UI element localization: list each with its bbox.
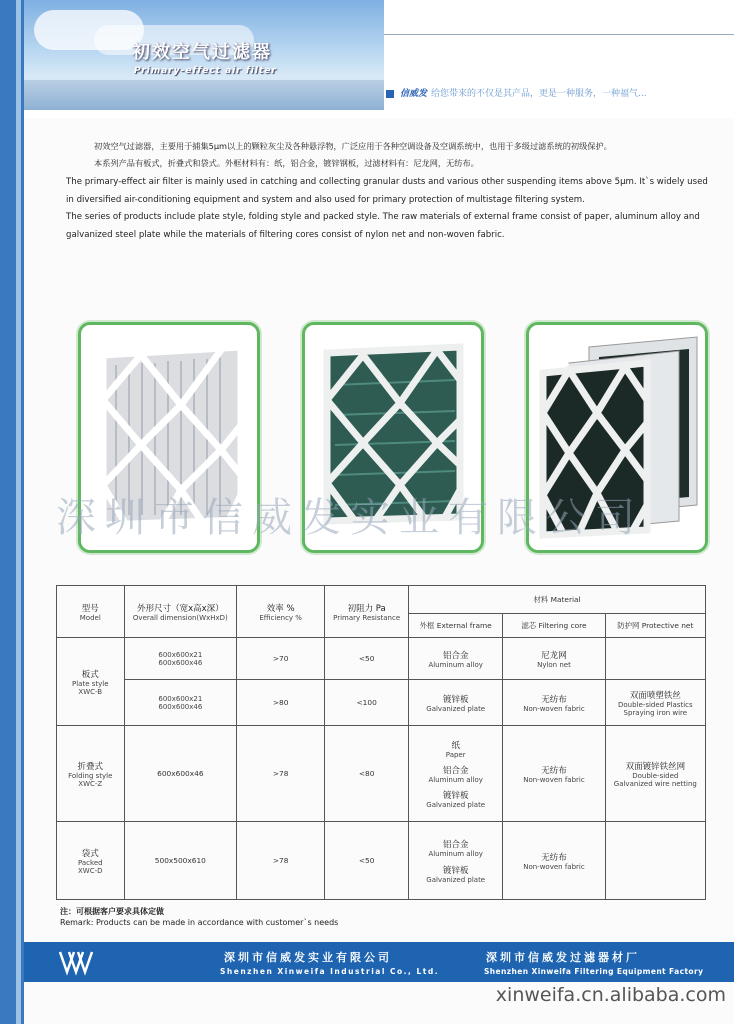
header-resistance: 初阻力 Pa Primary Resistance bbox=[325, 586, 409, 638]
cell-efficiency: >78 bbox=[237, 726, 325, 822]
cell-resistance: <50 bbox=[325, 638, 409, 680]
cell-dimension: 600x600x21 600x600x46 bbox=[124, 638, 237, 680]
spec-table bbox=[56, 585, 706, 900]
header-protective-net: 防护网 Protective net bbox=[605, 614, 705, 638]
header-material: 材料 Material bbox=[409, 586, 706, 614]
footer-bar bbox=[24, 942, 734, 982]
square-bullet-icon bbox=[386, 90, 394, 98]
cell-core: 无纺布 Non-woven fabric bbox=[503, 822, 605, 900]
company-watermark: 深圳市信威发实业有限公司 bbox=[56, 495, 644, 541]
footer-company-1-en: Shenzhen Xinweifa Industrial Co., Ltd. bbox=[220, 967, 440, 976]
intro-cn-paragraph-2: 本系列产品有板式，折叠式和袋式。外框材料有：纸，铝合金，镀锌钢板，过滤材料有：尼龙网，无纺布。 bbox=[94, 158, 479, 168]
header-divider bbox=[384, 34, 734, 35]
cell-efficiency: >70 bbox=[237, 638, 325, 680]
remark-cn: 注：可根据客户要求具体定做 bbox=[60, 907, 164, 916]
slogan bbox=[386, 86, 647, 99]
cell-efficiency: >78 bbox=[237, 822, 325, 900]
cell-resistance: <100 bbox=[325, 680, 409, 726]
header-filtering-core: 滤芯 Filtering core bbox=[503, 614, 605, 638]
intro-section bbox=[66, 138, 716, 244]
cell-net: 双面镀锌铁丝网 Double-sided Galvanized wire netting bbox=[605, 726, 705, 822]
table-row bbox=[57, 822, 706, 900]
slogan-brand: 信威发 bbox=[400, 89, 428, 99]
cell-dimension: 600x600x21 600x600x46 bbox=[124, 680, 237, 726]
intro-cn-paragraph-1: 初效空气过滤器，主要用于捕集5μm以上的颗粒灰尘及各种悬浮物，广泛应用于各种空调设备及空调系统中，也用于多级过滤系统的初级保护。 bbox=[94, 141, 612, 151]
company-logo-icon bbox=[58, 948, 94, 976]
cell-core: 尼龙网 Nylon net bbox=[503, 638, 605, 680]
site-url: xinweifa.cn.alibaba.com bbox=[495, 984, 726, 1006]
cell-frame: 纸 Paper 铝合金 Aluminum alloy 镀锌板 Galvanized plate bbox=[409, 726, 503, 822]
cell-dimension: 500x500x610 bbox=[124, 822, 237, 900]
cell-core: 无纺布 Non-woven fabric bbox=[503, 726, 605, 822]
slogan-text: 给您带来的不仅是其产品，更是一种服务，一种福气... bbox=[431, 89, 647, 99]
header-efficiency: 效率 % Efficiency % bbox=[237, 586, 325, 638]
table-row bbox=[57, 638, 706, 680]
cell-resistance: <80 bbox=[325, 726, 409, 822]
cell-frame: 镀锌板 Galvanized plate bbox=[409, 680, 503, 726]
page-title-cn: 初效空气过滤器 bbox=[132, 42, 272, 63]
cell-resistance: <50 bbox=[325, 822, 409, 900]
header-model: 型号 Model bbox=[57, 586, 125, 638]
cell-net bbox=[605, 638, 705, 680]
table-row bbox=[57, 680, 706, 726]
page-header bbox=[24, 0, 734, 118]
cell-core: 无纺布 Non-woven fabric bbox=[503, 680, 605, 726]
cell-net bbox=[605, 822, 705, 900]
cell-model-folding: 折叠式 Folding style XWC-Z bbox=[57, 726, 125, 822]
header-dimension: 外形尺寸（宽x高x深） Overall dimension(WxHxD) bbox=[124, 586, 237, 638]
cell-net: 双面喷塑铁丝 Double-sided Plastics Spraying iron wire bbox=[605, 680, 705, 726]
cell-efficiency: >80 bbox=[237, 680, 325, 726]
intro-en-paragraph-2: The series of products include plate style, folding style and packed style. The raw materials of external frame consist of paper, aluminum alloy and galvanized steel plate while the materials of filtering cores consist of nylon net and non-woven fabric. bbox=[66, 212, 700, 240]
remark-en: Remark: Products can be made in accordance with customer`s needs bbox=[60, 918, 339, 927]
page-title-en: Primary-effect air filter bbox=[134, 66, 277, 76]
cell-frame: 铝合金 Aluminum alloy 镀锌板 Galvanized plate bbox=[409, 822, 503, 900]
cell-frame: 铝合金 Aluminum alloy bbox=[409, 638, 503, 680]
header-external-frame: 外框 External frame bbox=[409, 614, 503, 638]
cell-model-plate: 板式 Plate style XWC-B bbox=[57, 638, 125, 726]
table-row bbox=[57, 726, 706, 822]
footer-company-2-cn: 深圳市信威发过滤器材厂 bbox=[486, 951, 640, 964]
footer-company-1-cn: 深圳市信威发实业有限公司 bbox=[224, 951, 392, 964]
left-color-strip bbox=[0, 0, 24, 1024]
cell-model-packed: 袋式 Packed XWC-D bbox=[57, 822, 125, 900]
remark-note bbox=[60, 906, 338, 928]
cell-dimension: 600x600x46 bbox=[124, 726, 237, 822]
footer-company-2-en: Shenzhen Xinweifa Filtering Equipment Factory bbox=[484, 967, 704, 976]
intro-en-paragraph-1: The primary-effect air filter is mainly used in catching and collecting granular dusts and various other suspending items above 5μm. It`s widely used in diversified air-conditioning equipment and system and also used for primary protection of multistage filtering system. bbox=[66, 177, 708, 205]
